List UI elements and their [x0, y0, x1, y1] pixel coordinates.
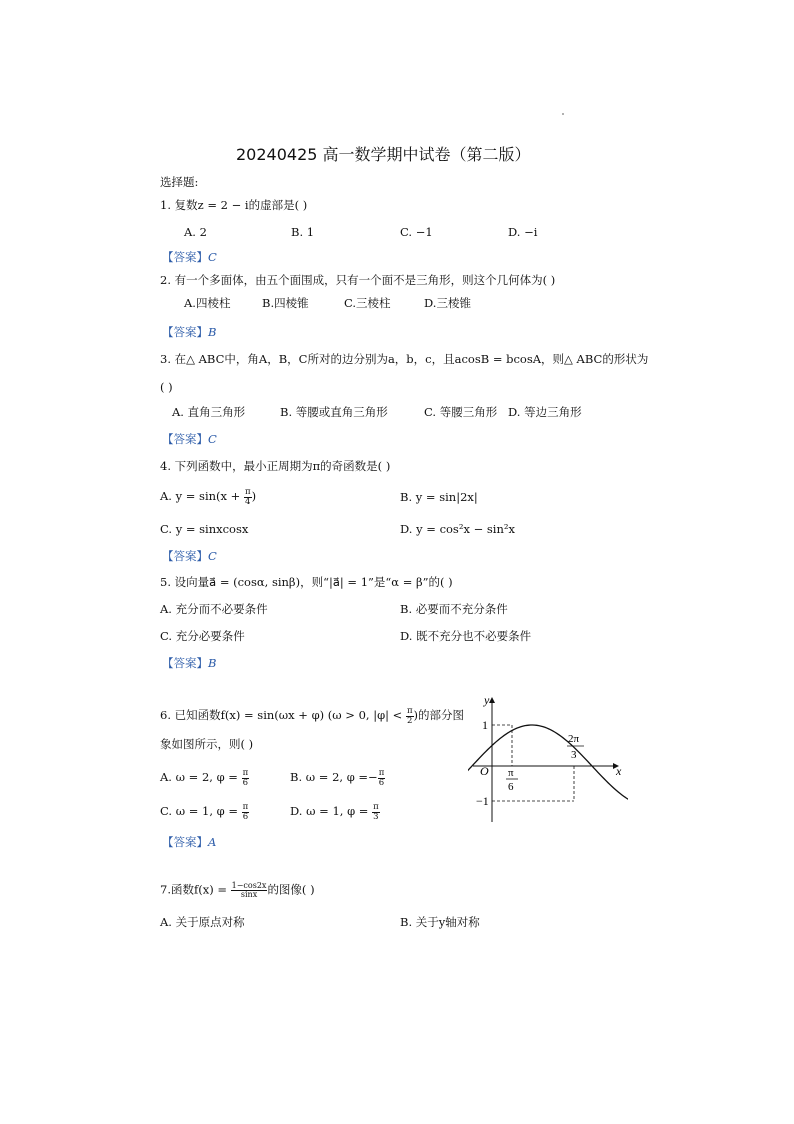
fraction-numerator: π — [242, 768, 249, 778]
question-6-stem — [160, 707, 464, 725]
option-text: A. ω = 2, φ = — [160, 770, 242, 784]
option-text: D. ω = 1, φ = — [290, 804, 373, 818]
question-2-stem: 2. 有一个多面体，由五个面围成，只有一个面不是三角形，则这个几何体为( ) — [160, 273, 556, 287]
question-3-stem: 3. 在△ ABC中，角A，B，C所对的边分别为a，b，c，且acosB = bcosA，则△ ABC的形状为 — [160, 352, 649, 366]
fraction — [244, 488, 252, 506]
question-5-stem: 5. 设向量a⃗ = (cosα, sinβ)，则“|a⃗| = 1”是“α = β”的( ) — [160, 575, 453, 589]
question-1-option-c: C. −1 — [400, 225, 433, 239]
question-4-option-a — [160, 488, 256, 506]
question-5-option-a: A. 充分而不必要条件 — [160, 602, 268, 616]
fraction — [242, 803, 250, 821]
question-4-option-c: C. y = sinxcosx — [160, 522, 249, 536]
question-3-option-c: C. 等腰三角形 — [424, 405, 498, 419]
fraction-numerator: π — [406, 706, 413, 716]
stem-part-b: )的部分图 — [413, 708, 465, 722]
fraction — [231, 882, 268, 899]
answer-6 — [162, 837, 216, 849]
fraction-denominator: 3 — [373, 811, 379, 822]
question-4-option-d: D. y = cos²x − sin²x — [400, 522, 515, 536]
question-5-option-c: C. 充分必要条件 — [160, 629, 245, 643]
answer-value: C — [208, 250, 217, 264]
answer-label: 【答案】 — [162, 432, 208, 446]
x1-numerator: π — [508, 767, 514, 779]
question-7-option-b: B. 关于y轴对称 — [400, 915, 480, 929]
fraction-numerator: π — [244, 487, 251, 497]
question-5-option-d: D. 既不充分也不必要条件 — [400, 629, 532, 643]
fraction — [406, 707, 414, 725]
fraction-numerator: π — [378, 768, 385, 778]
question-7-stem — [160, 882, 315, 899]
question-1-option-d: D. −i — [508, 225, 538, 239]
fraction-denominator: 2 — [407, 715, 413, 726]
origin-label: O — [480, 764, 489, 778]
stem-part-a: 6. 已知函数f(x) = sin(ωx + φ) (ω > 0, |φ| < — [160, 708, 406, 722]
answer-3 — [162, 434, 217, 446]
option-a-text: A. y = sin(x + — [160, 489, 244, 503]
fraction-denominator: 4 — [245, 496, 251, 507]
answer-2 — [162, 327, 216, 339]
answer-5 — [162, 658, 216, 670]
fraction-denominator: 6 — [242, 811, 249, 822]
question-2-option-c: C.三棱柱 — [344, 296, 391, 310]
question-1-stem: 1. 复数z = 2 − i的虚部是( ) — [160, 198, 308, 212]
x2-denominator: 3 — [571, 749, 577, 761]
fraction-numerator: 1−cos2x — [231, 881, 267, 890]
question-6-stem-cont: 象如图所示，则( ) — [160, 737, 254, 751]
stem-part-a: 7.函数f(x) = — [160, 882, 231, 897]
answer-value: C — [208, 549, 217, 563]
fraction — [372, 803, 380, 821]
answer-value: C — [208, 432, 217, 446]
question-4-stem: 4. 下列函数中，最小正周期为π的奇函数是( ) — [160, 459, 391, 473]
section-heading: 选择题: — [160, 175, 199, 189]
question-6-option-c — [160, 803, 249, 821]
page-title: 20240425 高一数学期中试卷（第二版） — [236, 145, 531, 164]
question-5-option-b: B. 必要而不充分条件 — [400, 602, 508, 616]
question-3-option-b: B. 等腰或直角三角形 — [280, 405, 388, 419]
y-min-label: −1 — [476, 794, 489, 808]
option-text: C. ω = 1, φ = — [160, 804, 242, 818]
speck — [562, 113, 564, 115]
stem-part-b: 的图像( ) — [267, 882, 315, 897]
x-axis-label: x — [616, 764, 622, 778]
question-2-option-d: D.三棱锥 — [424, 296, 471, 310]
answer-value: B — [208, 656, 217, 670]
fraction-numerator: π — [373, 802, 379, 812]
question-7-option-a: A. 关于原点对称 — [160, 915, 245, 929]
x1-denominator: 6 — [508, 781, 514, 793]
question-1-option-a: A. 2 — [184, 225, 207, 239]
question-1-option-b: B. 1 — [291, 225, 315, 239]
answer-value: B — [208, 325, 217, 339]
x2-numerator: 2π — [568, 733, 580, 745]
question-3-option-d: D. 等边三角形 — [508, 405, 582, 419]
answer-label: 【答案】 — [162, 325, 208, 339]
question-4-option-b: B. y = sin|2x| — [400, 490, 478, 504]
question-6-option-b — [290, 769, 385, 787]
answer-1 — [162, 252, 217, 264]
sine-graph — [468, 690, 628, 830]
question-2-option-a: A.四棱柱 — [184, 296, 231, 310]
y-max-label: 1 — [482, 718, 488, 732]
answer-4 — [162, 551, 217, 563]
fraction-denominator: 6 — [242, 777, 249, 788]
answer-label: 【答案】 — [162, 250, 208, 264]
fraction-denominator: 6 — [378, 777, 385, 788]
fraction — [242, 769, 250, 787]
answer-label: 【答案】 — [162, 549, 208, 563]
question-2-option-b: B.四棱锥 — [262, 296, 309, 310]
option-text: B. ω = 2, φ =− — [290, 770, 378, 784]
fraction — [378, 769, 386, 787]
option-a-tail: ) — [251, 489, 257, 503]
fraction-denominator: sinx — [240, 890, 258, 899]
y-axis-label: y — [484, 693, 490, 707]
question-3-stem-cont: ( ) — [160, 380, 173, 394]
answer-value: A — [208, 835, 217, 849]
answer-label: 【答案】 — [162, 656, 208, 670]
question-6-option-a — [160, 769, 249, 787]
question-3-option-a: A. 直角三角形 — [172, 405, 246, 419]
question-6-option-d — [290, 803, 380, 821]
answer-label: 【答案】 — [162, 835, 208, 849]
fraction-numerator: π — [242, 802, 249, 812]
